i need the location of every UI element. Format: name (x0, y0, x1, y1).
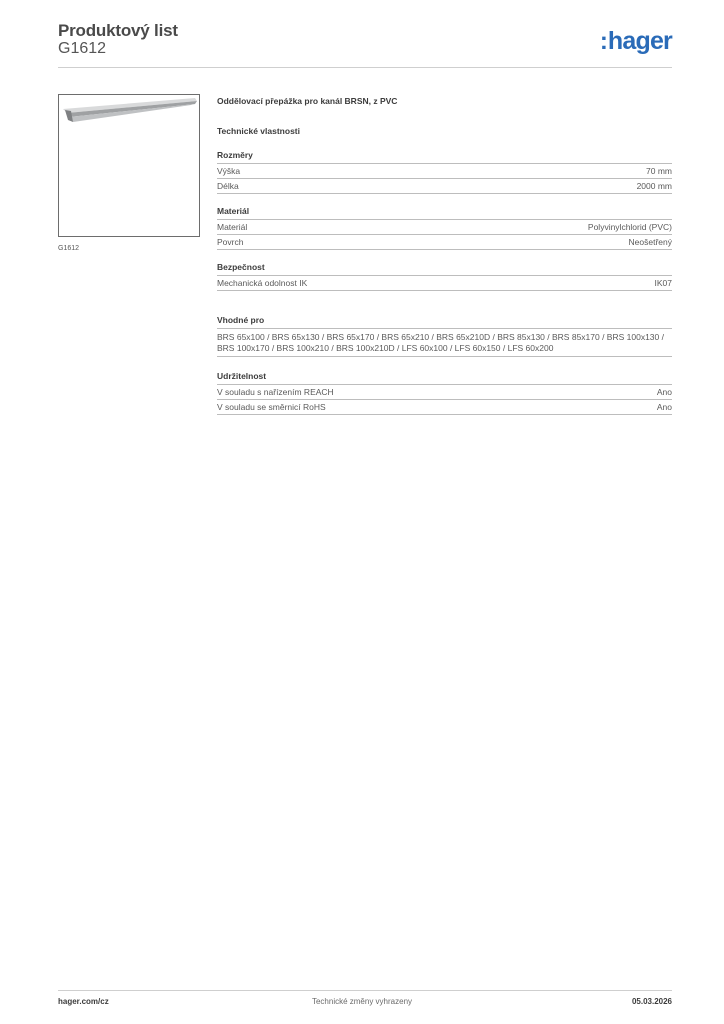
spec-row (217, 179, 672, 194)
spec-label: Výška (217, 166, 241, 176)
spec-value: Neošetřený (628, 237, 672, 247)
header-divider (58, 67, 672, 68)
spec-row (217, 235, 672, 250)
page-title: Produktový list (58, 21, 178, 40)
footer-divider (58, 990, 672, 991)
spec-row (217, 220, 672, 235)
spec-row (217, 400, 672, 415)
product-description: Oddělovací přepážka pro kanál BRSN, z PVC (217, 96, 398, 106)
spec-value: Ano (656, 402, 672, 412)
section-title: Udržitelnost (217, 371, 672, 385)
spec-label: Materiál (217, 222, 248, 232)
section-title: Bezpečnost (217, 262, 672, 276)
spec-label: V souladu s nařízením REACH (217, 387, 334, 397)
footer-notice: Technické změny vyhrazeny (311, 997, 413, 1006)
compatible-list: BRS 65x100 / BRS 65x130 / BRS 65x170 / BRS 65x210 / BRS 65x210D / BRS 85x130 / BRS 85x170 / BRS 100x130 / BRS 100x170 / BRS 100x210 / BRS 100x210D / LFS 60x100 / LFS 60x150 / LFS 60x200 (217, 329, 672, 357)
sustainability-section (217, 371, 672, 415)
spec-label: Povrch (217, 237, 244, 247)
spec-value: 70 mm (646, 166, 672, 176)
image-caption: G1612 (58, 245, 80, 252)
compatible-section (217, 315, 672, 357)
spec-row (217, 276, 672, 291)
spec-value: 2000 mm (636, 181, 672, 191)
section-title: Rozměry (217, 150, 672, 164)
logo-text: hager (607, 27, 672, 55)
material-section (217, 206, 672, 250)
spec-value: IK07 (654, 278, 672, 288)
section-title: Vhodné pro (217, 315, 672, 329)
spec-value: Ano (656, 387, 672, 397)
spec-row (217, 164, 672, 179)
spec-row (217, 385, 672, 400)
dimensions-section (217, 150, 672, 194)
technical-heading: Technické vlastnosti (217, 126, 300, 136)
cable-trunking-divider-icon (59, 95, 199, 236)
spec-label: V souladu se směrnicí RoHS (217, 402, 326, 412)
spec-value: Polyvinylchlorid (PVC) (587, 222, 672, 232)
product-image (58, 94, 200, 237)
product-details (217, 96, 672, 415)
section-title: Materiál (217, 206, 672, 220)
spec-label: Mechanická odolnost IK (217, 278, 308, 288)
product-code: G1612 (58, 40, 107, 57)
footer-date: 05.03.2026 (631, 997, 672, 1006)
footer-website-link[interactable]: hager.com/cz (58, 997, 109, 1006)
safety-section (217, 262, 672, 291)
hager-logo: :hager (599, 27, 672, 55)
spec-label: Délka (217, 181, 239, 191)
